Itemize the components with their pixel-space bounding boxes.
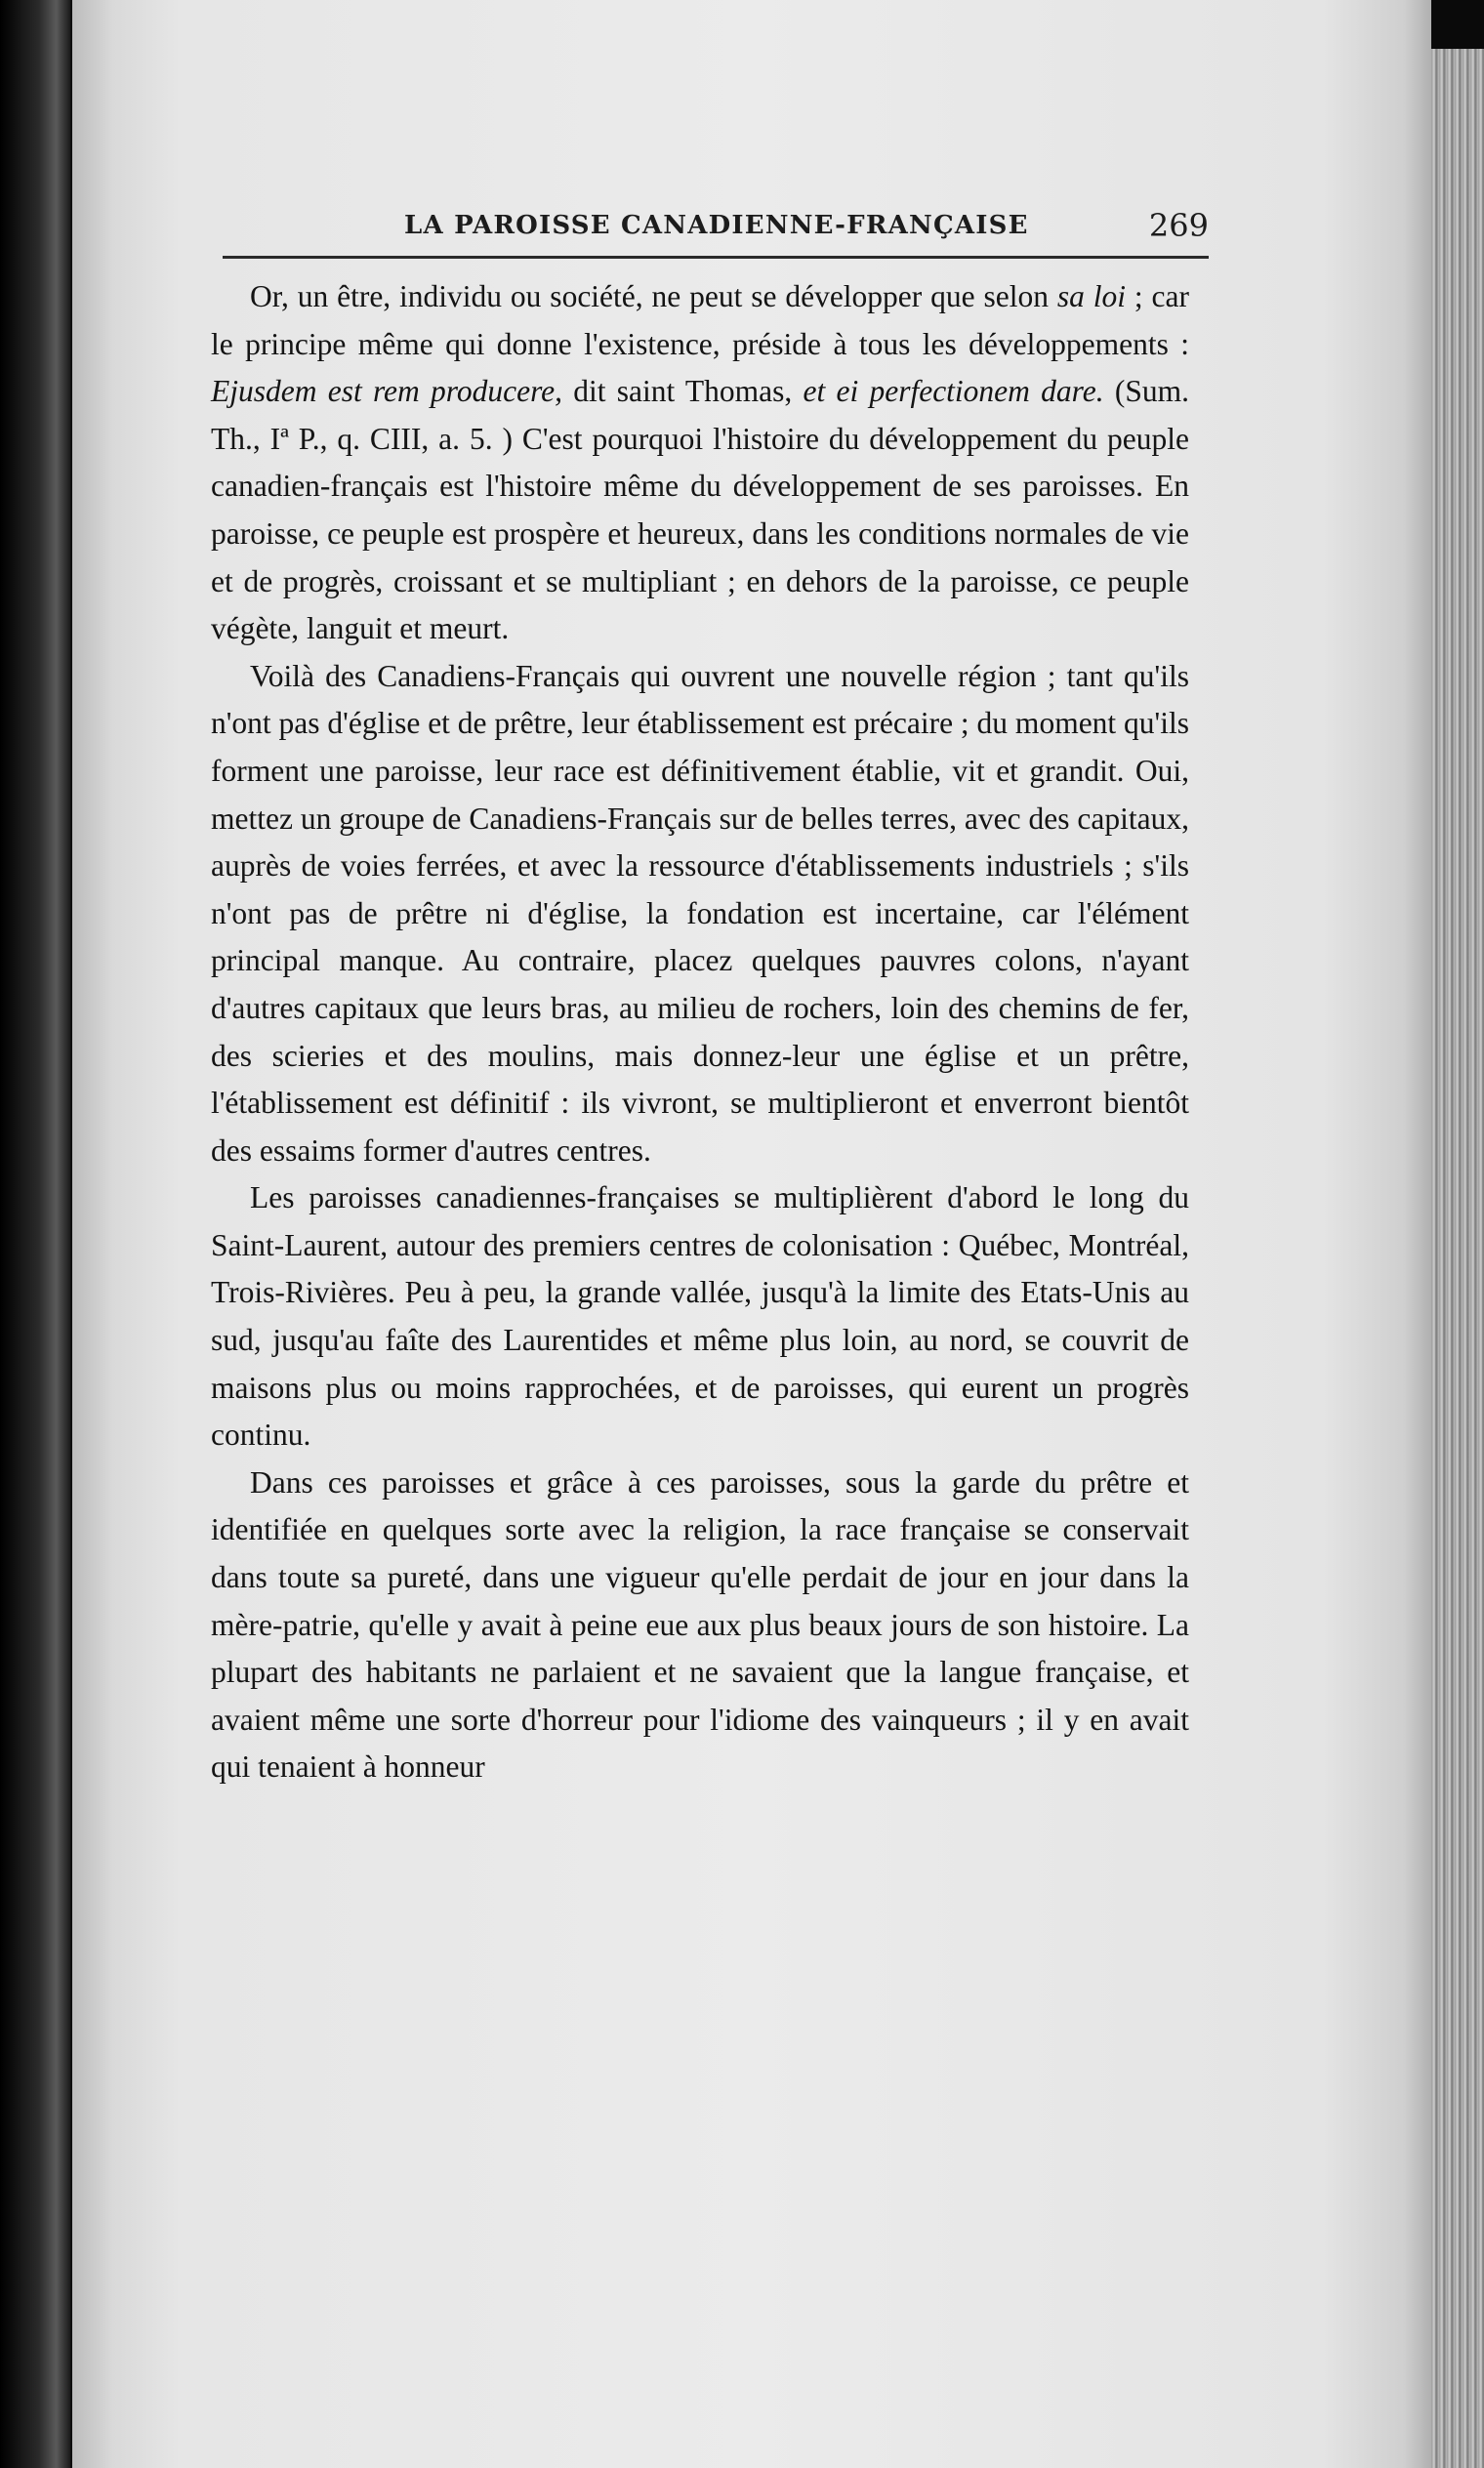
p1-text-c: dit saint Thomas, bbox=[562, 374, 804, 409]
paragraph-3: Les paroisses canadiennes-françaises se multiplièrent d'abord le long du Saint-Laurent, autour des premiers centres de colonisation : Québec, Montréal, Trois-Rivières. Peu à peu, la grande vallée, jusqu'à la limite des Etats-Unis au sud, jusqu'au faîte des Laurentides et même plus loin, au nord, se couvrit de maisons plus ou moins rapprochées, et de paroisses, qui eurent un progrès continu. bbox=[211, 1180, 1189, 1453]
paragraph-4: Dans ces paroisses et grâce à ces paroisses, sous la garde du prêtre et identifiée en quelques sorte avec la religion, la race française se conservait dans toute sa pureté, dans une vigueur qu'elle perdait de jour en jour dans la mère-patrie, qu'elle y avait à peine eue aux plus beaux jours de son histoire. La plupart des habitants ne parlaient et ne savaient que la langue française, et avaient même une sorte d'horreur pour l'idiome des vainqueurs ; il y en avait qui tenaient à honneur bbox=[211, 1464, 1189, 1785]
page-stack-edge bbox=[1431, 49, 1484, 2468]
previous-page-edge bbox=[0, 0, 70, 2468]
header-rule bbox=[223, 256, 1209, 259]
paragraph-1 bbox=[211, 273, 1189, 653]
body-text bbox=[211, 273, 1189, 1791]
p1-text-d: (Sum. Th., Iª P., q. CIII, a. 5. ) C'est pourquoi l'histoire du développement du peuple canadien-français est l'histoire même du développement de ses paroisses. En paroisse, ce peuple est prospère et heureux, dans les conditions normales de vie et de progrès, croissant et se multipliant ; en dehors de la paroisse, ce peuple végète, languit et meurt. bbox=[211, 374, 1189, 646]
p1-italic-c: et ei perfectionem dare. bbox=[803, 374, 1104, 409]
p1-text-b: ; car le principe même qui donne l'existence, préside à tous les développements : bbox=[211, 279, 1189, 361]
page-number: 269 bbox=[1148, 207, 1209, 244]
running-title: LA PAROISSE CANADIENNE-FRANÇAISE bbox=[404, 211, 1029, 240]
paragraph-2: Voilà des Canadiens-Français qui ouvrent une nouvelle région ; tant qu'ils n'ont pas d'église et de prêtre, leur établissement est précaire ; du moment qu'ils forment une paroisse, leur race est définitivement établie, vit et grandit. Oui, mettez un groupe de Canadiens-Français sur de belles terres, avec des capitaux, auprès de voies ferrées, et avec la ressource d'établissements industriels ; s'ils n'ont pas de prêtre ni d'église, la fondation est incertaine, car l'élément principal manque. Au contraire, placez quelques pauvres colons, n'ayant d'autres capitaux que leurs bras, au milieu de rochers, loin des chemins de fer, des scieries et des moulins, mais donnez-leur une église et un prêtre, l'établissement est définitif : ils vivront, se multiplieront et enverront bientôt des essaims former d'autres centres. bbox=[211, 658, 1189, 1168]
p1-italic-a: sa loi bbox=[1056, 279, 1127, 313]
p1-italic-b: Ejusdem est rem producere, bbox=[211, 374, 563, 409]
p1-text-a: Or, un être, individu ou société, ne peut se développer que selon bbox=[250, 279, 1057, 313]
running-header bbox=[213, 207, 1209, 246]
